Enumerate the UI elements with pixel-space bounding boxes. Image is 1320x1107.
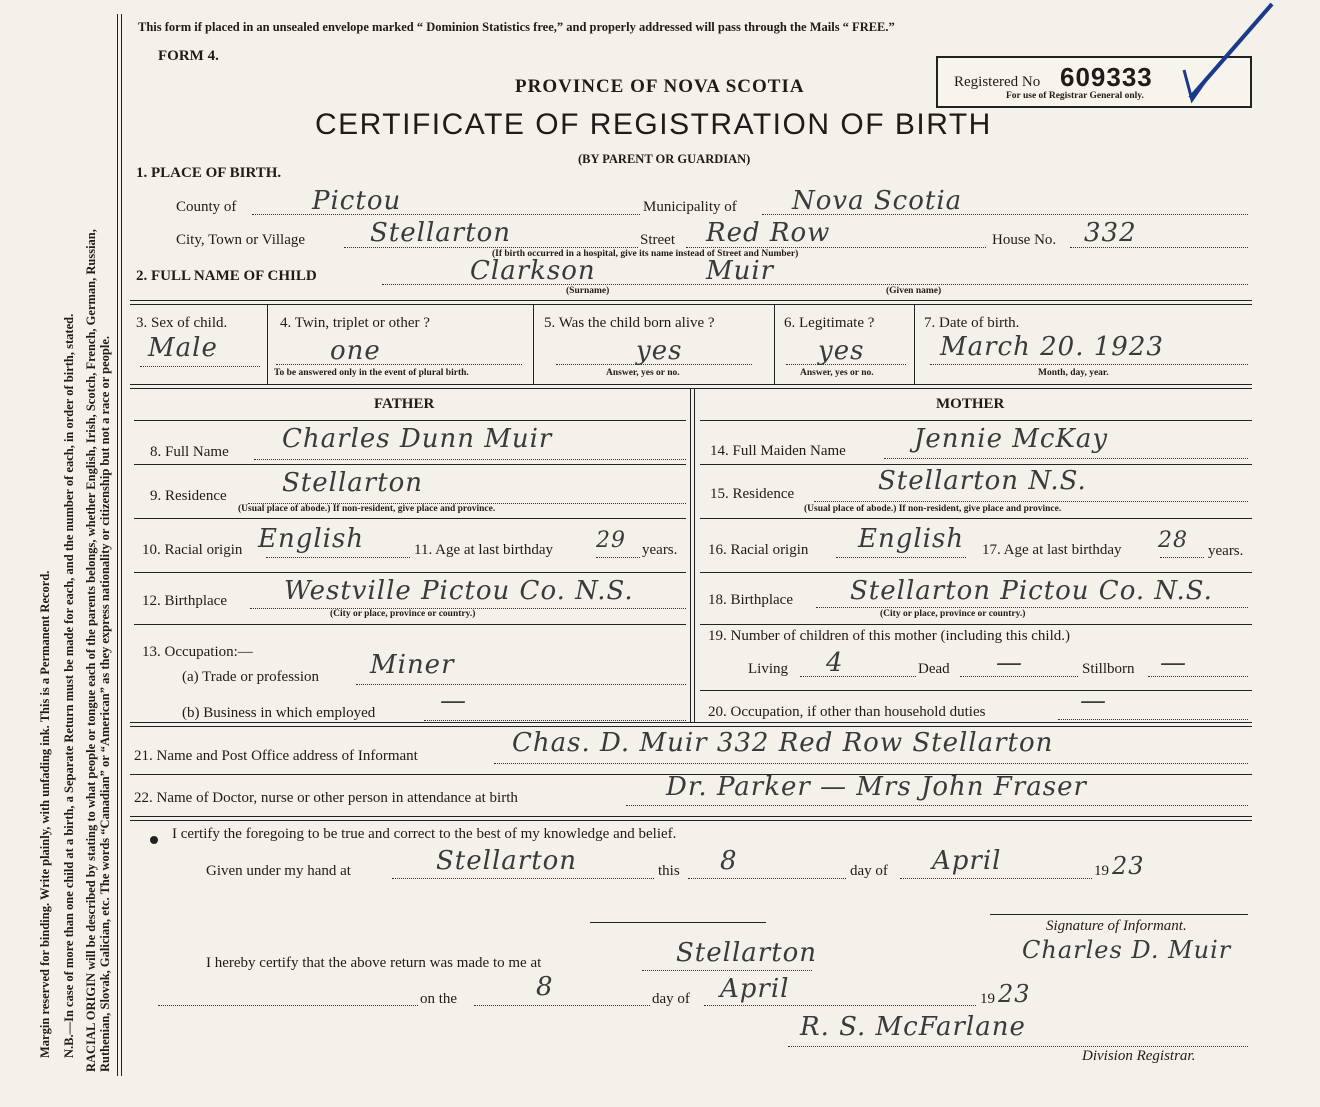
child-given-name: Muir [706,256,775,286]
province-heading: PROVINCE OF NOVA SCOTIA [515,76,805,97]
place-heading: 1. PLACE OF BIRTH. [136,165,282,181]
mother-living-value: 4 [826,648,844,678]
day-of-label: day of [850,863,888,879]
street-label: Street [640,232,675,248]
rule-after-parents [130,722,1252,727]
mother-dead-label: Dead [918,661,950,677]
father-occupation-label: 13. Occupation:— [142,644,253,660]
alive-label: 5. Was the child born alive ? [544,315,715,331]
legitimate-note: Answer, yes or no. [800,368,874,378]
mother-children-label: 19. Number of children of this mother (including this child.) [708,628,1071,644]
registrar-year-value: 23 [998,980,1031,1008]
father-birthplace-value: Westville Pictou Co. N.S. [284,576,634,606]
informant-signature: Charles D. Muir [1022,936,1232,964]
dob-line [930,364,1248,365]
registrar-year-prefix: 19 [980,991,995,1007]
twin-value: one [330,336,381,366]
mother-name-label: 14. Full Maiden Name [710,443,846,459]
check-mark-icon [1180,0,1280,110]
father-age-value: 29 [596,528,626,553]
margin-line-binding: Margin reserved for binding. Write plainly, with unfading ink. This is a Permanent Record. [38,570,52,1058]
signature-caption: Signature of Informant. [1046,918,1187,934]
year-value: 23 [1112,852,1145,880]
father-residence-note: (Usual place of abode.) If non-resident, give place and province. [238,504,496,514]
top-notice: This form if placed in an unsealed envelope marked “ Dominion Statistics free,” and properly addressed will pass through the Mails “ FREE.” [138,20,895,34]
father-trade-value: Miner [370,650,455,680]
father-racial-label: 10. Racial origin [142,542,243,558]
father-business-label: (b) Business in which employed [182,705,376,721]
mother-stillborn-value: — [1160,648,1187,678]
rule-after-row3 [130,384,1252,389]
county-value: Pictou [312,186,402,216]
alive-value: yes [636,336,683,366]
page-title: CERTIFICATE OF REGISTRATION OF BIRTH [315,108,992,141]
given-place-value: Stellarton [436,846,578,876]
registered-note: For use of Registrar General only. [1006,91,1144,101]
mother-age-label: 17. Age at last birthday [982,542,1122,558]
municipality-value: Nova Scotia [792,186,963,216]
mother-stillborn-label: Stillborn [1082,661,1135,677]
mother-residence-note: (Usual place of abode.) If non-resident, give place and province. [804,504,1062,514]
doctor-value: Dr. Parker — Mrs John Fraser [666,772,1087,802]
page-subtitle: (BY PARENT OR GUARDIAN) [578,152,751,166]
form-number: FORM 4. [158,48,219,64]
registrar-month-value: April [720,974,790,1004]
this-label: this [658,863,680,879]
mother-birthplace-note: (City or place, province or country.) [880,609,1026,619]
alive-note: Answer, yes or no. [606,368,680,378]
hospital-note: (If birth occurred in a hospital, give its name instead of Street and Number) [492,249,799,259]
registrar-day-of-label: day of [652,991,690,1007]
on-the-label: on the [420,991,458,1007]
rule-after-name [130,300,1252,305]
doctor-label: 22. Name of Doctor, nurse or other person in attendance at birth [134,790,518,806]
margin-line-racial-1: RACIAL ORIGIN will be described by stating to what people or tongue each of the parents belongs, whether English, Irish, Scotch, French, German, Russian, [84,229,98,1072]
sex-line [140,366,260,367]
registrar-text: I hereby certify that the above return was made to me at [206,955,542,971]
dob-value: March 20. 1923 [940,332,1164,362]
dob-label: 7. Date of birth. [924,315,1020,331]
father-years-label: years. [642,542,678,558]
mother-birthplace-value: Stellarton Pictou Co. N.S. [850,576,1213,606]
given-caption: (Given name) [886,286,942,296]
given-label: Given under my hand at [206,863,351,879]
mother-occupation-label: 20. Occupation, if other than household duties [708,704,986,720]
parents-divider-1 [690,388,691,722]
father-business-value: — [440,686,467,716]
legitimate-value: yes [818,336,865,366]
mother-racial-value: English [858,524,965,554]
father-age-label: 11. Age at last birthday [414,542,553,558]
father-trade-label: (a) Trade or profession [182,669,320,685]
informant-label: 21. Name and Post Office address of Informant [134,748,418,764]
parents-divider-2 [694,388,695,722]
legitimate-label: 6. Legitimate ? [784,315,875,331]
mother-years-label: years. [1208,543,1244,559]
child-name-label: 2. FULL NAME OF CHILD [136,268,317,284]
municipality-label: Municipality of [643,199,737,215]
mother-residence-value: Stellarton N.S. [878,466,1087,496]
mother-birthplace-label: 18. Birthplace [708,592,793,608]
county-line [252,214,640,215]
informant-value: Chas. D. Muir 332 Red Row Stellarton [512,728,1054,758]
father-residence-label: 9. Residence [150,488,227,504]
certify-text: I certify the foregoing to be true and correct to the best of my knowledge and belief. [172,826,677,842]
mother-racial-label: 16. Racial origin [708,542,809,558]
margin-line-racial-2: Ruthenian, Slovak, Galician, etc. The words “Canadian” or “American” as they express nationality or citizenship but not a race or people. [98,335,112,1072]
father-name-label: 8. Full Name [150,444,229,460]
child-surname: Clarkson [470,256,596,286]
registrar-caption: Division Registrar. [1082,1048,1196,1064]
father-heading: FATHER [374,396,435,412]
binding-rule-inner [121,14,122,1076]
mother-name-value: Jennie McKay [914,424,1109,454]
county-label: County of [176,199,237,215]
twin-label: 4. Twin, triplet or other ? [280,315,430,331]
city-label: City, Town or Village [176,232,306,248]
mother-age-value: 28 [1158,528,1188,553]
father-name-value: Charles Dunn Muir [282,424,553,454]
street-value: Red Row [706,218,831,248]
father-birthplace-note: (City or place, province or country.) [330,609,476,619]
registrar-signature: R. S. McFarlane [800,1012,1026,1042]
twin-note: To be answered only in the event of plural birth. [274,368,469,378]
bullet-icon [148,834,160,846]
father-residence-value: Stellarton [282,468,424,498]
mother-dead-value: — [996,648,1023,678]
registrar-place-value: Stellarton [676,938,818,968]
registered-number: 609333 [1060,62,1153,92]
father-birthplace-label: 12. Birthplace [142,593,227,609]
father-racial-value: English [258,524,365,554]
house-value: 332 [1084,218,1137,248]
signature-line [990,914,1248,915]
mother-occupation-value: — [1080,686,1107,716]
rule-after-doctor [130,816,1252,821]
short-divider [590,922,766,923]
twin-line [276,364,522,365]
month-value: April [932,846,1002,876]
surname-caption: (Surname) [566,286,610,296]
day-value: 8 [720,846,738,876]
city-value: Stellarton [370,218,512,248]
registered-label: Registered No [954,74,1041,90]
binding-rule-outer [117,14,118,1076]
margin-line-nb: N.B.—In case of more than one child at a birth, a Separate Return must be made for each, and the number of each, in order of birth, stated. [62,313,76,1058]
house-label: House No. [992,232,1057,248]
dob-note: Month, day, year. [1038,368,1109,378]
mother-living-label: Living [748,661,788,677]
sex-label: 3. Sex of child. [136,315,228,331]
mother-residence-label: 15. Residence [710,486,795,502]
sex-value: Male [148,333,218,363]
registrar-day-value: 8 [536,972,554,1002]
year-prefix: 19 [1094,863,1109,879]
mother-heading: MOTHER [936,396,1005,412]
